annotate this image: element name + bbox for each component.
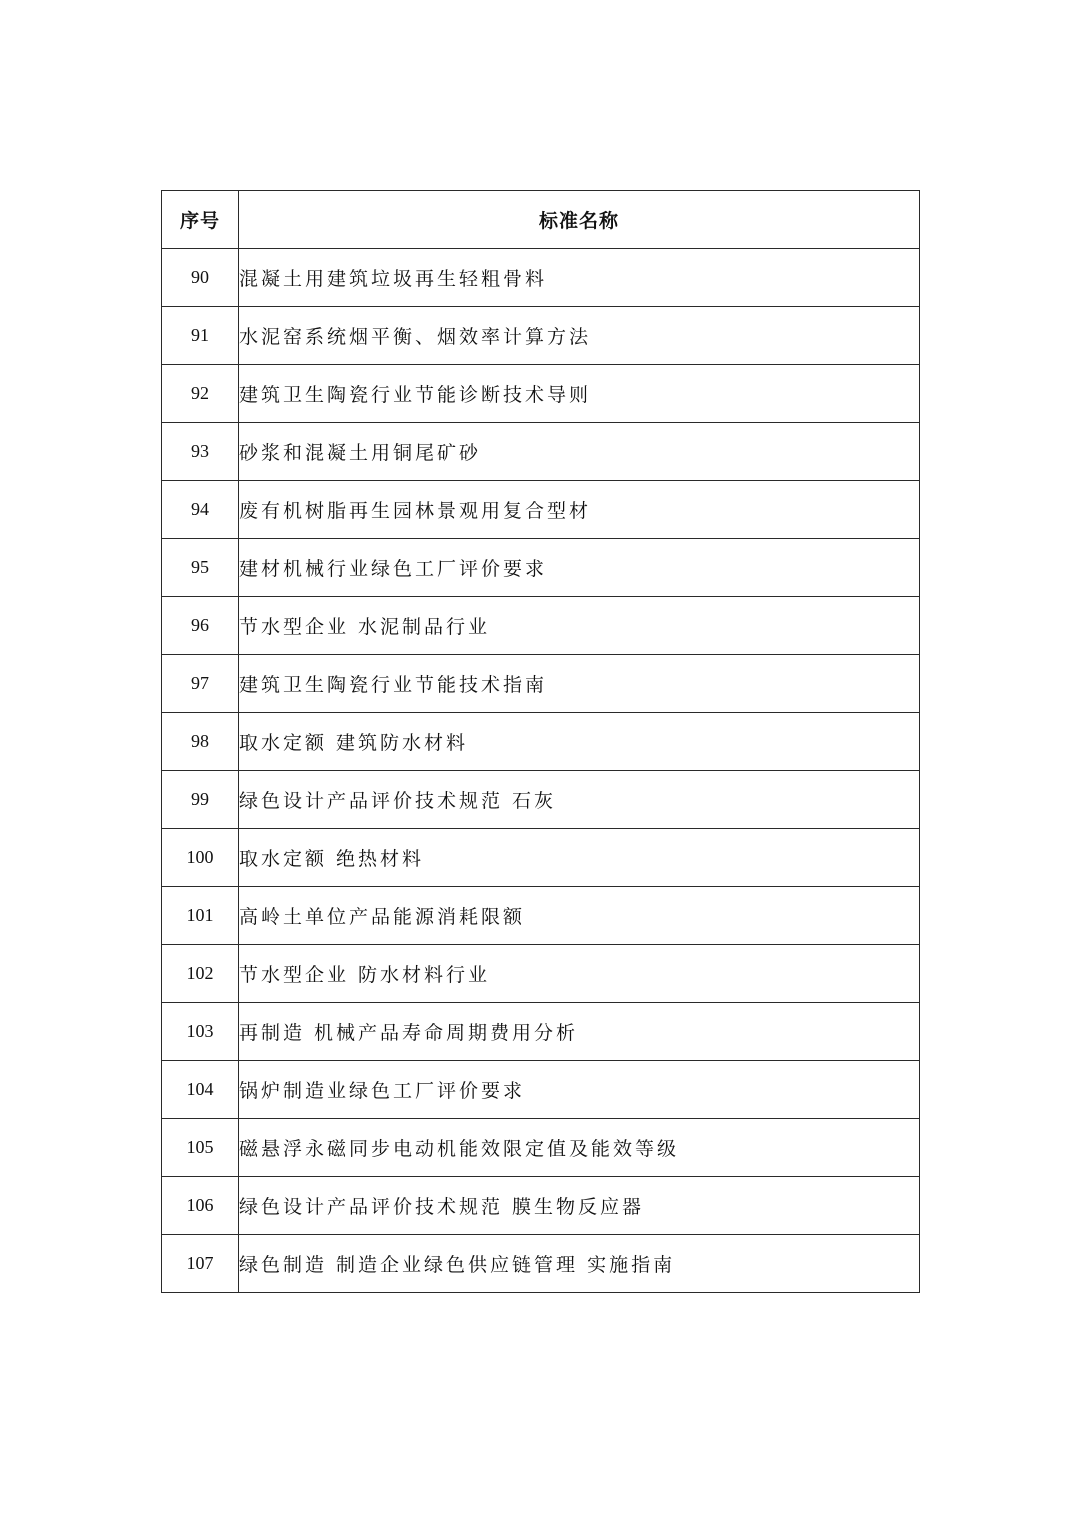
table-row [162, 945, 920, 1003]
standard-name: 水泥窑系统烟平衡、烟效率计算方法 [239, 307, 920, 365]
standard-name: 绿色设计产品评价技术规范 膜生物反应器 [239, 1177, 920, 1235]
table-row [162, 539, 920, 597]
standard-name: 建筑卫生陶瓷行业节能技术指南 [239, 655, 920, 713]
standard-name: 锅炉制造业绿色工厂评价要求 [239, 1061, 920, 1119]
row-number: 107 [162, 1235, 239, 1293]
header-standard-name: 标准名称 [239, 191, 920, 249]
table-row [162, 829, 920, 887]
table-row [162, 655, 920, 713]
table-row [162, 1235, 920, 1293]
row-number: 105 [162, 1119, 239, 1177]
table-row [162, 1119, 920, 1177]
row-number: 95 [162, 539, 239, 597]
table-row [162, 1061, 920, 1119]
table-row [162, 307, 920, 365]
row-number: 96 [162, 597, 239, 655]
row-number: 93 [162, 423, 239, 481]
table-row [162, 713, 920, 771]
table-row [162, 481, 920, 539]
table-header [162, 191, 920, 249]
standard-name: 再制造 机械产品寿命周期费用分析 [239, 1003, 920, 1061]
row-number: 97 [162, 655, 239, 713]
table-row [162, 1003, 920, 1061]
standard-name: 绿色制造 制造企业绿色供应链管理 实施指南 [239, 1235, 920, 1293]
row-number: 102 [162, 945, 239, 1003]
standard-name: 砂浆和混凝土用铜尾矿砂 [239, 423, 920, 481]
standard-name: 节水型企业 水泥制品行业 [239, 597, 920, 655]
table-row [162, 771, 920, 829]
standard-name: 取水定额 绝热材料 [239, 829, 920, 887]
standard-name: 建材机械行业绿色工厂评价要求 [239, 539, 920, 597]
standard-name: 混凝土用建筑垃圾再生轻粗骨料 [239, 249, 920, 307]
row-number: 92 [162, 365, 239, 423]
standard-name: 高岭土单位产品能源消耗限额 [239, 887, 920, 945]
table-row [162, 249, 920, 307]
table-row [162, 887, 920, 945]
table-row [162, 597, 920, 655]
row-number: 99 [162, 771, 239, 829]
standard-name: 绿色设计产品评价技术规范 石灰 [239, 771, 920, 829]
header-number: 序号 [162, 191, 239, 249]
row-number: 94 [162, 481, 239, 539]
row-number: 98 [162, 713, 239, 771]
table-row [162, 365, 920, 423]
table-row [162, 1177, 920, 1235]
row-number: 103 [162, 1003, 239, 1061]
row-number: 106 [162, 1177, 239, 1235]
header-row [162, 191, 920, 249]
standard-name: 磁悬浮永磁同步电动机能效限定值及能效等级 [239, 1119, 920, 1177]
row-number: 104 [162, 1061, 239, 1119]
standard-name: 取水定额 建筑防水材料 [239, 713, 920, 771]
table-body [162, 249, 920, 1293]
standard-name: 废有机树脂再生园林景观用复合型材 [239, 481, 920, 539]
row-number: 101 [162, 887, 239, 945]
table-row [162, 423, 920, 481]
row-number: 100 [162, 829, 239, 887]
standards-table [161, 190, 920, 1293]
row-number: 90 [162, 249, 239, 307]
standard-name: 建筑卫生陶瓷行业节能诊断技术导则 [239, 365, 920, 423]
standard-name: 节水型企业 防水材料行业 [239, 945, 920, 1003]
row-number: 91 [162, 307, 239, 365]
